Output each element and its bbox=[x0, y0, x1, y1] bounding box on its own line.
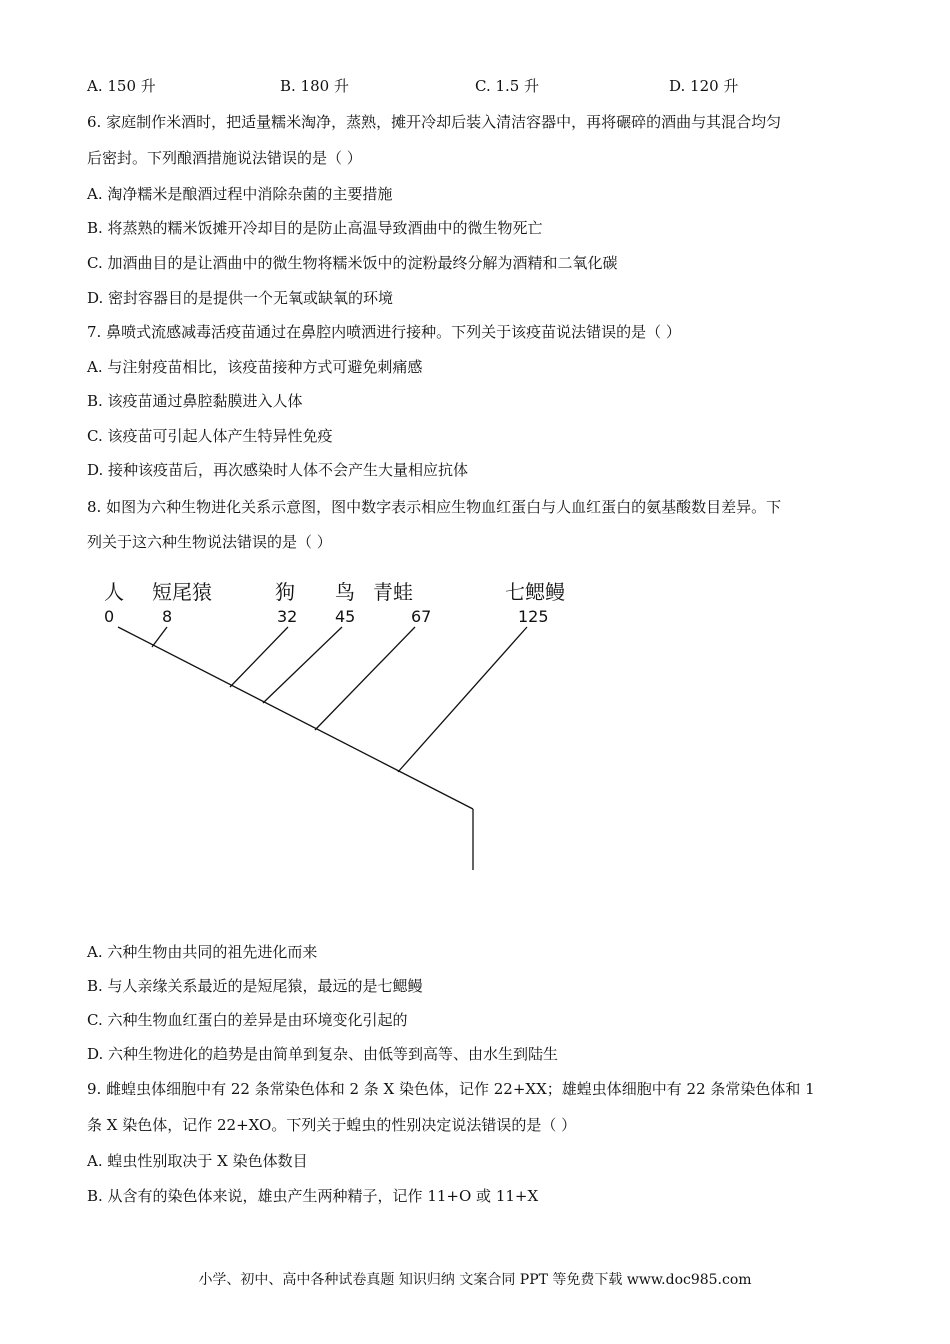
q8-option-a: A. 六种生物由共同的祖先进化而来 bbox=[87, 943, 318, 961]
difference-value-human: 0 bbox=[104, 607, 115, 626]
species-label-dog: 狗 bbox=[275, 580, 295, 604]
branch-lamprey bbox=[398, 627, 527, 772]
q9-stem-line-1: 9. 雌蝗虫体细胞中有 22 条常染色体和 2 条 X 染色体，记作 22+XX；雄蝗虫体细胞中有 22 条常染色体和 1 bbox=[87, 1080, 815, 1098]
branch-macaque bbox=[152, 627, 167, 647]
difference-value-dog: 32 bbox=[277, 607, 298, 626]
q9-stem-line-2: 条 X 染色体，记作 22+XO。下列关于蝗虫的性别决定说法错误的是（ ） bbox=[87, 1116, 577, 1134]
q7-option-b: B. 该疫苗通过鼻腔黏膜进入人体 bbox=[87, 392, 303, 410]
species-label-lamprey: 七鳃鳗 bbox=[505, 580, 565, 604]
species-label-frog: 青蛙 bbox=[373, 580, 413, 604]
branch-bird bbox=[263, 627, 342, 703]
q5-option-b: B. 180 升 bbox=[280, 77, 349, 95]
difference-value-bird: 45 bbox=[335, 607, 356, 626]
q7-option-a: A. 与注射疫苗相比，该疫苗接种方式可避免刺痛感 bbox=[87, 358, 423, 376]
q9-option-b: B. 从含有的染色体来说，雄虫产生两种精子，记作 11+O 或 11+X bbox=[87, 1187, 539, 1205]
branch-dog bbox=[230, 627, 288, 687]
q8-stem-line-1: 8. 如图为六种生物进化关系示意图，图中数字表示相应生物血红蛋白与人血红蛋白的氨基酸数目差异。下 bbox=[87, 498, 782, 516]
q6-stem-line-1: 6. 家庭制作米酒时，把适量糯米淘净，蒸熟，摊开冷却后装入清洁容器中，再将碾碎的酒曲与其混合均匀 bbox=[87, 113, 782, 131]
q9-option-a: A. 蝗虫性别取决于 X 染色体数目 bbox=[87, 1152, 308, 1170]
q6-stem-line-2: 后密封。下列酿酒措施说法错误的是（ ） bbox=[87, 149, 362, 167]
branch-frog bbox=[315, 627, 415, 730]
evolution-tree-diagram bbox=[95, 575, 595, 885]
q8-option-c: C. 六种生物血红蛋白的差异是由环境变化引起的 bbox=[87, 1011, 408, 1029]
q6-option-d: D. 密封容器目的是提供一个无氧或缺氧的环境 bbox=[87, 289, 394, 307]
q8-option-d: D. 六种生物进化的趋势是由简单到复杂、由低等到高等、由水生到陆生 bbox=[87, 1045, 559, 1063]
q5-option-c: C. 1.5 升 bbox=[475, 77, 540, 95]
q6-option-b: B. 将蒸熟的糯米饭摊开冷却目的是防止高温导致酒曲中的微生物死亡 bbox=[87, 219, 543, 237]
q7-stem: 7. 鼻喷式流感减毒活疫苗通过在鼻腔内喷洒进行接种。下列关于该疫苗说法错误的是（ ） bbox=[87, 323, 681, 341]
species-label-bird: 鸟 bbox=[335, 580, 355, 604]
species-label-macaque: 短尾猿 bbox=[152, 580, 212, 604]
species-label-human: 人 bbox=[104, 580, 124, 604]
q7-option-d: D. 接种该疫苗后，再次感染时人体不会产生大量相应抗体 bbox=[87, 461, 469, 479]
q6-option-c: C. 加酒曲目的是让酒曲中的微生物将糯米饭中的淀粉最终分解为酒精和二氧化碳 bbox=[87, 254, 618, 272]
difference-value-frog: 67 bbox=[411, 607, 432, 626]
q8-option-b: B. 与人亲缘关系最近的是短尾猿，最远的是七鳃鳗 bbox=[87, 977, 423, 995]
q8-stem-line-2: 列关于这六种生物说法错误的是（ ） bbox=[87, 533, 332, 551]
main-trunk-line bbox=[118, 627, 473, 809]
q7-option-c: C. 该疫苗可引起人体产生特异性免疫 bbox=[87, 427, 333, 445]
q5-option-d: D. 120 升 bbox=[669, 77, 739, 95]
page-footer: 小学、初中、高中各种试卷真题 知识归纳 文案合同 PPT 等免费下载 www.doc985.com bbox=[198, 1272, 752, 1288]
difference-value-lamprey: 125 bbox=[518, 607, 549, 626]
q5-option-a: A. 150 升 bbox=[87, 77, 156, 95]
difference-value-macaque: 8 bbox=[162, 607, 173, 626]
q6-option-a: A. 淘净糯米是酿酒过程中消除杂菌的主要措施 bbox=[87, 185, 393, 203]
